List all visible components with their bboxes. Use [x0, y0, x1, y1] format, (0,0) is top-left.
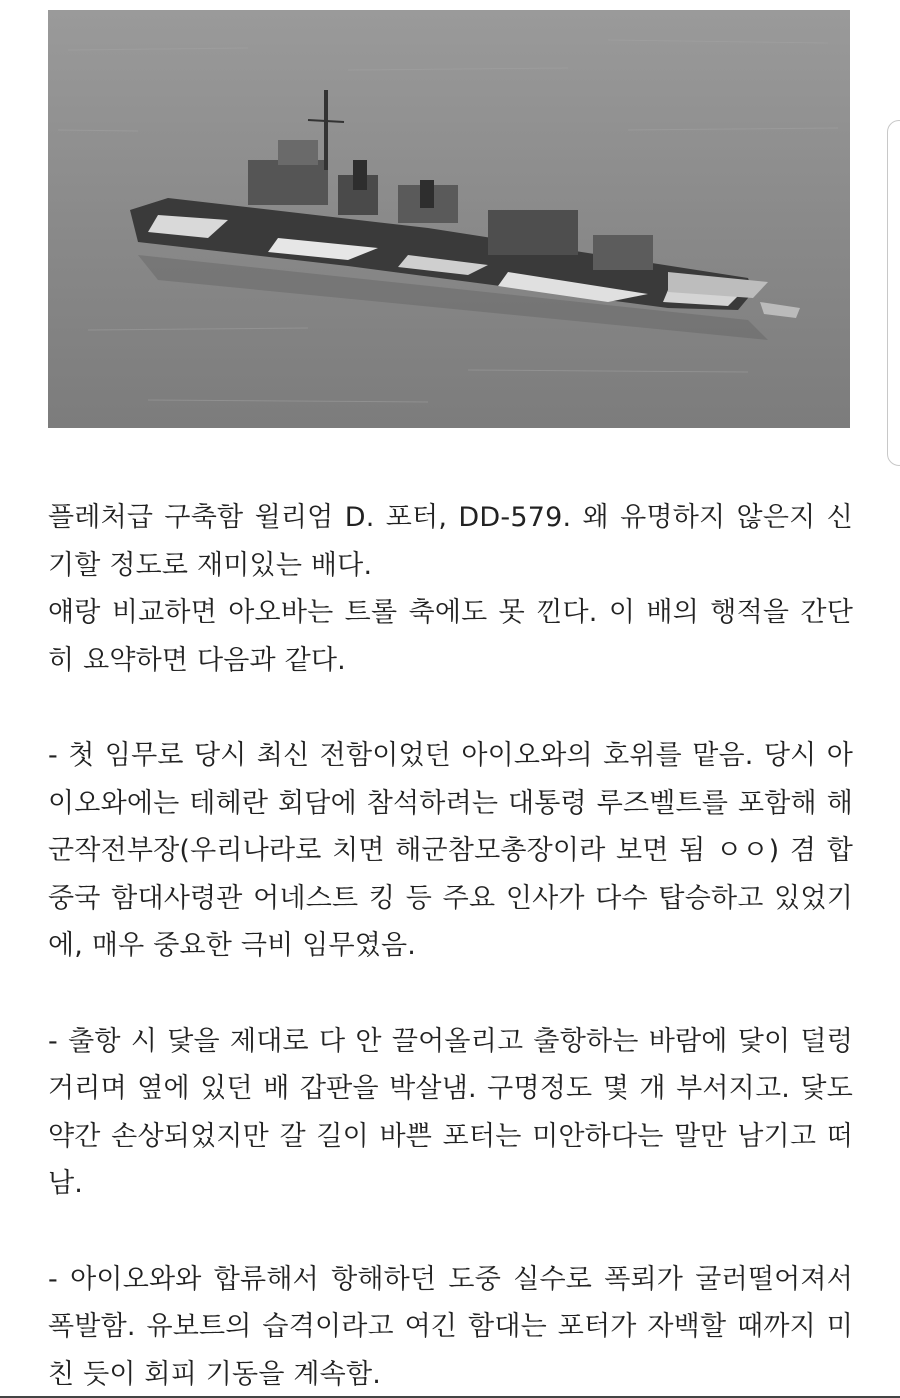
- list-item: - 첫 임무로 당시 최신 전함이었던 아이오와의 호위를 맡음. 당시 아이오와에는 테헤란 회담에 참석하려는 대통령 루즈벨트를 포함해 해군작전부장(우리나라로 치면 해군참모총장이라 보면 됨 ㅇㅇ) 겸 합중국 함대사령관 어네스트 킹 등 주요 인사가 다수 탑승하고 있었기에, 매우 중요한 극비 임무였음.: [48, 739, 853, 962]
- list-item: - 출항 시 닻을 제대로 다 안 끌어올리고 출항하는 바람에 닻이 덜렁거리며 옆에 있던 배 갑판을 박살냄. 구명정도 몇 개 부서지고. 닻도 약간 손상되었지만 갈 길이 바쁜 포터는 미안하다는 말만 남기고 떠남.: [48, 1025, 853, 1200]
- paragraph-intro-2: 얘랑 비교하면 아오바는 트롤 축에도 못 낀다. 이 배의 행적을 간단히 요약하면 다음과 같다.: [48, 597, 853, 676]
- list-item: - 아이오와와 합류해서 항해하던 도중 실수로 폭뢰가 굴러떨어져서 폭발함. 유보트의 습격이라고 여긴 함대는 포터가 자백할 때까지 미친 듯이 회피 기동을 계속함.: [48, 1263, 853, 1390]
- paragraph-gap: [48, 1208, 853, 1256]
- warship-photo: [48, 10, 850, 428]
- paragraph-gap: [48, 684, 853, 732]
- article-body: [48, 494, 853, 1398]
- paragraph-intro: 플레처급 구축함 윌리엄 D. 포터, DD-579. 왜 유명하지 않은지 신기할 정도로 재미있는 배다.: [48, 502, 853, 581]
- scroll-handle[interactable]: [887, 120, 900, 466]
- paragraph-gap: [48, 970, 853, 1018]
